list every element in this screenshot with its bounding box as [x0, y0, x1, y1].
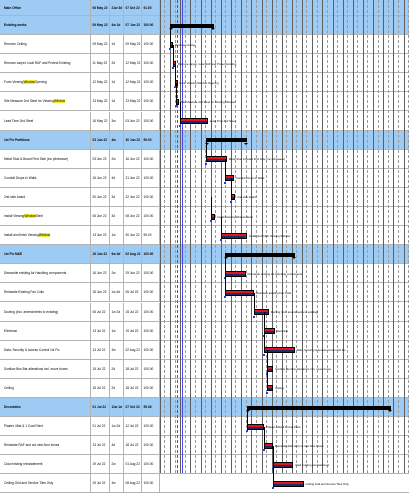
dependency-link — [211, 197, 212, 213]
task-duration: 3w — [110, 474, 124, 492]
task-bar[interactable] — [264, 443, 273, 449]
task-duration: 1w 2d — [110, 417, 124, 435]
task-percent-complete: 100.00 — [142, 169, 160, 187]
day-gridline — [195, 0, 196, 473]
task-name — [0, 16, 91, 34]
task-percent-complete: 100.00 — [142, 150, 160, 168]
day-gridline — [306, 0, 307, 473]
task-bar[interactable] — [225, 175, 234, 181]
baseline-marker — [263, 354, 265, 356]
baseline-marker — [179, 125, 181, 127]
week-gridline — [363, 0, 364, 473]
task-name-text: Install and finish Viewing — [4, 233, 39, 238]
task-bar[interactable] — [180, 118, 208, 124]
task-name — [0, 398, 91, 416]
week-gridline — [292, 0, 293, 473]
task-name — [0, 264, 91, 282]
baseline-marker — [266, 392, 268, 394]
task-duration: 3w — [110, 341, 124, 359]
task-finish: 13 May 22 — [124, 92, 142, 110]
task-duration: 2d — [110, 379, 124, 397]
dependency-link — [180, 102, 181, 118]
task-name-text: Remove Ceiling — [4, 42, 27, 47]
task-name-text: Reinstate Existing Fan Coils — [4, 290, 44, 295]
task-start: 19 Jul 22 — [91, 474, 110, 492]
task-bar-label: Reinstate RAF and cut new floor boxes — [275, 443, 324, 448]
progress-fill — [226, 293, 253, 295]
task-name-text: Electrical — [4, 328, 17, 333]
task-duration: 1d — [110, 73, 124, 91]
task-start: 13 May 22 — [91, 92, 110, 110]
task-bar-label: 2nd side board — [237, 195, 256, 200]
task-bar[interactable] — [264, 328, 274, 334]
task-name-text: Reinstate RAF and cut new floor boxes — [4, 443, 60, 448]
dependency-link — [175, 64, 176, 80]
project-percent: 91.00 — [142, 0, 160, 15]
baseline-marker — [205, 163, 207, 165]
week-gridline — [190, 0, 191, 473]
progress-fill — [171, 45, 172, 47]
task-bar-label: Plaster, Mist & 1 Coat Paint — [266, 424, 301, 429]
gantt-chart-area — [160, 0, 409, 486]
task-percent-complete: 100.00 — [142, 54, 160, 72]
week-gridline — [353, 0, 354, 473]
progress-fill — [265, 350, 293, 352]
task-name-text: Data, Security & Access Control 1st Fix — [4, 347, 60, 352]
task-finish: 12 Jul 22 — [124, 417, 142, 435]
baseline-marker — [220, 239, 222, 241]
task-start: 09 May 22 — [91, 16, 110, 34]
day-gridline — [296, 0, 297, 473]
baseline-marker — [272, 487, 274, 489]
dependency-link — [267, 369, 268, 385]
task-finish: 15 Jul 22 — [124, 303, 142, 321]
task-percent-complete: 100.00 — [142, 341, 160, 359]
task-percent-complete: 99.00 — [142, 131, 160, 149]
task-name-text: Decoration — [4, 405, 21, 410]
task-name-text: Conduit Drops In Walls — [4, 175, 37, 180]
task-duration: 11w 1d — [110, 398, 124, 416]
dependency-link — [273, 446, 274, 462]
task-bar-label: Install and finish Viewing Window — [249, 233, 291, 238]
task-percent-complete: 100.00 — [142, 322, 160, 340]
task-name-highlight: Window — [53, 99, 66, 104]
task-start: 20 Jun 22 — [91, 188, 110, 206]
task-start: 15 Jul 22 — [91, 360, 110, 378]
task-duration: 2d — [110, 54, 124, 72]
task-percent-complete: 100.00 — [142, 303, 160, 321]
task-finish: 05 Jul 22 — [124, 283, 142, 301]
task-percent-complete: 100.00 — [142, 455, 160, 473]
task-bar-label: Sunflow Bus Bar alterations incl. move boxes — [275, 367, 332, 372]
task-name — [0, 169, 91, 187]
task-duration: 1w — [110, 322, 124, 340]
task-bar-label: Site Measure 2nd Steel for Viewing Window — [180, 99, 236, 104]
task-percent-complete: 100.00 — [142, 207, 160, 225]
baseline-marker — [224, 296, 226, 298]
task-bar[interactable] — [206, 156, 226, 162]
week-gridline — [322, 0, 323, 473]
task-bar[interactable] — [273, 481, 303, 487]
task-duration: 6w 4d — [110, 245, 124, 263]
task-percent-complete: 100.00 — [142, 360, 160, 378]
day-gridline — [215, 0, 216, 473]
task-finish: 18 Jul 22 — [124, 436, 142, 454]
task-duration: 1w 2d — [110, 303, 124, 321]
task-start: 12 May 22 — [91, 73, 110, 91]
task-finish: 22 Jun 22 — [124, 188, 142, 206]
task-name — [0, 360, 91, 378]
dependency-link — [176, 83, 177, 99]
day-gridline — [378, 0, 379, 473]
task-name — [0, 436, 91, 454]
task-start: 06 Jul 22 — [91, 303, 110, 321]
task-percent-complete: 100.00 — [142, 283, 160, 301]
baseline-marker — [246, 430, 248, 432]
task-duration: 2w — [110, 150, 124, 168]
task-name-text: 1st Fix M&E — [4, 252, 23, 257]
week-gridline — [393, 0, 394, 473]
task-duration: 1w 4d — [110, 283, 124, 301]
dependency-link — [225, 255, 226, 271]
task-name — [0, 283, 91, 301]
task-percent-complete: 100.00 — [142, 92, 160, 110]
task-bar[interactable] — [254, 309, 269, 315]
task-name-text: Dismantle existing Air Handling components — [4, 271, 67, 276]
task-start: 16 Jun 22 — [91, 245, 110, 263]
task-bar[interactable] — [231, 194, 235, 200]
day-gridline — [388, 0, 389, 473]
task-name — [0, 112, 91, 130]
progress-fill — [212, 217, 214, 219]
task-start: 16 Jun 22 — [91, 169, 110, 187]
task-name — [0, 226, 91, 244]
progress-fill — [268, 388, 272, 390]
task-bar-label: Ducting (incl. amendments to existing) — [270, 310, 319, 315]
task-name — [0, 35, 91, 53]
progress-fill — [265, 446, 272, 448]
task-finish: 08 Jun 22 — [124, 207, 142, 225]
summary-bar[interactable] — [170, 24, 214, 28]
progress-fill — [207, 159, 225, 161]
task-name-text: Ducting (Incl. amendments to existing) — [4, 309, 59, 314]
dependency-link — [206, 140, 207, 156]
task-name-text: Metal Stud & Board First Side (inc plinewave) — [4, 156, 69, 161]
task-bar-label: Form Viewing Window Opening — [179, 80, 219, 85]
task-duration: 2w — [110, 264, 124, 282]
task-bar[interactable] — [225, 290, 254, 296]
progress-fill — [226, 274, 244, 276]
day-gridline — [337, 0, 338, 473]
task-bar-label: Metal Stud & Board First Side (inc plinewave) — [228, 157, 285, 162]
baseline-marker — [263, 449, 265, 451]
day-gridline — [367, 0, 368, 473]
task-bar[interactable] — [221, 233, 247, 239]
day-gridline — [327, 0, 328, 473]
week-gridline — [302, 0, 303, 473]
task-start: 15 Jul 22 — [91, 379, 110, 397]
task-name-text: Sunflow Bus Bar alterations incl. move boxes — [4, 366, 68, 371]
week-gridline — [160, 0, 161, 473]
task-start: 19 Jul 22 — [91, 455, 110, 473]
dependency-link — [247, 408, 248, 424]
day-gridline — [347, 0, 348, 473]
task-finish: 18 Jul 22 — [124, 360, 142, 378]
task-finish: 03 Jun 22 — [124, 112, 142, 130]
task-finish: 19 Jul 22 — [124, 322, 142, 340]
task-bar[interactable] — [267, 385, 273, 391]
task-finish: 21 Jun 22 — [124, 169, 142, 187]
task-name — [0, 92, 91, 110]
day-gridline — [317, 0, 318, 473]
dependency-link — [264, 312, 265, 328]
task-duration: 4d — [110, 436, 124, 454]
project-name: Main Office — [0, 0, 91, 15]
dependency-link — [225, 159, 226, 175]
task-bar-label: Reinstate Existing Fan Coils — [256, 290, 292, 295]
task-start: 06 Jun 22 — [91, 207, 110, 225]
dependency-link — [225, 274, 226, 290]
day-gridline — [398, 0, 399, 473]
task-bar[interactable] — [176, 99, 179, 105]
task-duration: 3d — [110, 188, 124, 206]
task-name-text: Ceiling Grid and Service Tiles Only — [4, 481, 54, 486]
status-date-line — [182, 0, 183, 473]
task-bar-label: Dismantle existing Air Handling components — [247, 271, 303, 276]
task-bar-label: Clad existing reinstatement — [295, 462, 330, 467]
task-percent-complete: 100.00 — [142, 436, 160, 454]
task-start: 16 May 22 — [91, 112, 110, 130]
task-finish: 29 Jun 22 — [124, 264, 142, 282]
summary-bar[interactable] — [225, 253, 295, 257]
dependency-link — [173, 45, 174, 61]
task-bar-label: Ceiling Grid and Service Tiles Only — [305, 481, 349, 486]
task-name — [0, 474, 91, 492]
task-bar-label: Ceiling — [275, 386, 284, 391]
progress-fill — [232, 197, 234, 199]
task-start: 13 Jun 22 — [91, 226, 110, 244]
day-gridline — [357, 0, 358, 473]
task-name-text: Clad existing reinstatement — [4, 462, 43, 467]
task-start: 03 Jun 22 — [91, 131, 110, 149]
dependency-link — [273, 465, 274, 481]
task-percent-complete: 100.00 — [142, 417, 160, 435]
task-finish: 30 Jun 22 — [124, 226, 142, 244]
task-name-tail: Steel — [35, 214, 43, 219]
task-start: 13 Jul 22 — [91, 436, 110, 454]
week-gridline — [211, 0, 212, 473]
progress-fill — [255, 312, 268, 314]
task-finish: 07 Jun 22 — [124, 16, 142, 34]
task-finish: 18 Jul 22 — [124, 379, 142, 397]
dependency-link — [264, 427, 265, 443]
progress-fill — [274, 484, 302, 486]
task-start: 16 Jun 22 — [91, 264, 110, 282]
task-percent-complete: 100.00 — [142, 112, 160, 130]
task-name-text: Site Measure 2nd Steel for Viewing — [4, 99, 54, 104]
task-duration: 4w 1d — [110, 16, 124, 34]
task-name — [0, 150, 91, 168]
task-name — [0, 73, 91, 91]
baseline-marker — [224, 182, 226, 184]
dependency-link — [264, 331, 265, 347]
task-bar[interactable] — [247, 424, 264, 430]
week-gridline — [312, 0, 313, 473]
task-start: 01 Jul 22 — [91, 398, 110, 416]
task-name — [0, 131, 91, 149]
task-bar[interactable] — [225, 271, 245, 277]
task-start: 16 Jun 22 — [91, 283, 110, 301]
dependency-link — [221, 217, 222, 233]
task-name-text: Lead Time 2nd Steel — [4, 118, 34, 123]
progress-fill — [265, 331, 273, 333]
task-bar-label: Conduit Drops In Walls — [235, 176, 265, 181]
task-finish: 12 May 22 — [124, 73, 142, 91]
task-name-highlight: Window — [38, 233, 51, 238]
task-finish: 12 May 22 — [124, 54, 142, 72]
task-percent-complete: 100.00 — [142, 379, 160, 397]
task-name-text: Ceiling — [4, 385, 14, 390]
task-name — [0, 455, 91, 473]
dependency-link — [254, 293, 255, 309]
task-percent-complete: 100.00 — [142, 188, 160, 206]
task-name-text: 1st Fix Partitions — [4, 137, 30, 142]
status-date-line — [177, 0, 178, 473]
task-bar-label: Install Viewing Window Steel — [217, 214, 253, 219]
task-name — [0, 341, 91, 359]
task-percent-complete: 95.00 — [142, 226, 160, 244]
task-name-highlight: Window — [24, 214, 36, 219]
task-bar[interactable] — [264, 347, 294, 353]
task-finish: 01 Aug 22 — [124, 455, 142, 473]
summary-bar[interactable] — [247, 406, 391, 410]
progress-fill — [222, 236, 245, 238]
task-name-highlight: Window — [23, 80, 35, 85]
progress-fill — [181, 121, 207, 123]
task-name-text: Plaster, Mist & 1 Coat Paint — [4, 424, 43, 429]
task-name — [0, 379, 91, 397]
week-gridline — [404, 0, 405, 473]
task-bar-label: Data, Security & Access Control 1st Fix — [296, 348, 346, 353]
project-finish: 07 Oct 22 — [124, 0, 142, 15]
task-percent-complete: 100.00 — [142, 16, 160, 34]
task-finish: 08 Aug 22 — [124, 474, 142, 492]
task-duration: 4d — [110, 169, 124, 187]
task-duration: 2w — [110, 455, 124, 473]
task-finish: 02 Aug 22 — [124, 341, 142, 359]
progress-fill — [248, 427, 263, 429]
task-name — [0, 417, 91, 435]
task-duration: 4w — [110, 131, 124, 149]
task-percent-complete: 100.00 — [142, 245, 160, 263]
task-start: 13 Jul 22 — [91, 322, 110, 340]
task-name — [0, 207, 91, 225]
task-name-text: Remove carpet, local RAF and Protect Existing — [4, 61, 71, 66]
week-gridline — [333, 0, 334, 473]
progress-fill — [177, 102, 178, 104]
baseline-marker — [253, 316, 255, 318]
task-start: 01 Jul 22 — [91, 417, 110, 435]
task-name-text: 2nd side board — [4, 194, 26, 199]
project-start: 06 May 22 — [91, 0, 110, 15]
week-gridline — [383, 0, 384, 473]
task-name-text: Existing works — [4, 23, 27, 28]
task-percent-complete: 100.00 — [142, 73, 160, 91]
day-gridline — [185, 0, 186, 473]
week-gridline — [373, 0, 374, 473]
week-gridline — [343, 0, 344, 473]
dependency-link — [231, 178, 232, 194]
baseline-marker — [230, 201, 232, 203]
task-bar[interactable] — [211, 214, 215, 220]
task-percent-complete: 100.00 — [142, 474, 160, 492]
dependency-link — [170, 26, 171, 42]
task-finish: 02 Aug 22 — [124, 245, 142, 263]
task-bar[interactable] — [273, 462, 293, 468]
task-name — [0, 188, 91, 206]
task-duration: 1w — [110, 226, 124, 244]
day-gridline — [205, 0, 206, 473]
task-start: 13 Jul 22 — [91, 341, 110, 359]
task-name — [0, 54, 91, 72]
task-finish: 30 Jun 22 — [124, 131, 142, 149]
task-duration: 1d — [110, 35, 124, 53]
task-duration: 3d — [110, 207, 124, 225]
task-duration: 1d — [110, 92, 124, 110]
task-finish: 07 Oct 22 — [124, 398, 142, 416]
summary-bar[interactable] — [206, 138, 247, 142]
task-duration: 2d — [110, 360, 124, 378]
task-name-text: Install Viewing — [4, 214, 25, 219]
task-duration: 3w — [110, 112, 124, 130]
task-name-tail: Opening — [34, 80, 47, 85]
task-start: 03 Jun 22 — [91, 150, 110, 168]
baseline-marker — [169, 48, 171, 50]
day-gridline — [164, 0, 165, 473]
task-percent-complete: 95.36 — [142, 398, 160, 416]
dependency-link — [267, 350, 268, 366]
task-bar-label: Remove Ceiling — [175, 42, 195, 47]
task-name-text: Form Viewing — [4, 80, 24, 85]
task-bar-label: Electrical — [276, 329, 288, 334]
task-name — [0, 245, 91, 263]
task-finish: 09 May 22 — [124, 35, 142, 53]
baseline-marker — [175, 105, 177, 107]
task-bar-label: Remove carpet, local RAF and Protect Existing — [178, 61, 237, 66]
task-start: 11 May 22 — [91, 54, 110, 72]
week-gridline — [170, 0, 171, 473]
baseline-marker — [210, 220, 212, 222]
project-duration: 21w 3d — [110, 0, 124, 15]
week-gridline — [201, 0, 202, 473]
task-percent-complete: 100.00 — [142, 264, 160, 282]
task-name — [0, 322, 91, 340]
task-bar-label: Lead Time 2nd Steel — [209, 119, 236, 124]
task-finish: 16 Jun 22 — [124, 150, 142, 168]
task-start: 09 May 22 — [91, 35, 110, 53]
progress-fill — [268, 369, 272, 371]
progress-fill — [274, 465, 292, 467]
task-name — [0, 303, 91, 321]
task-percent-complete: 100.00 — [142, 35, 160, 53]
